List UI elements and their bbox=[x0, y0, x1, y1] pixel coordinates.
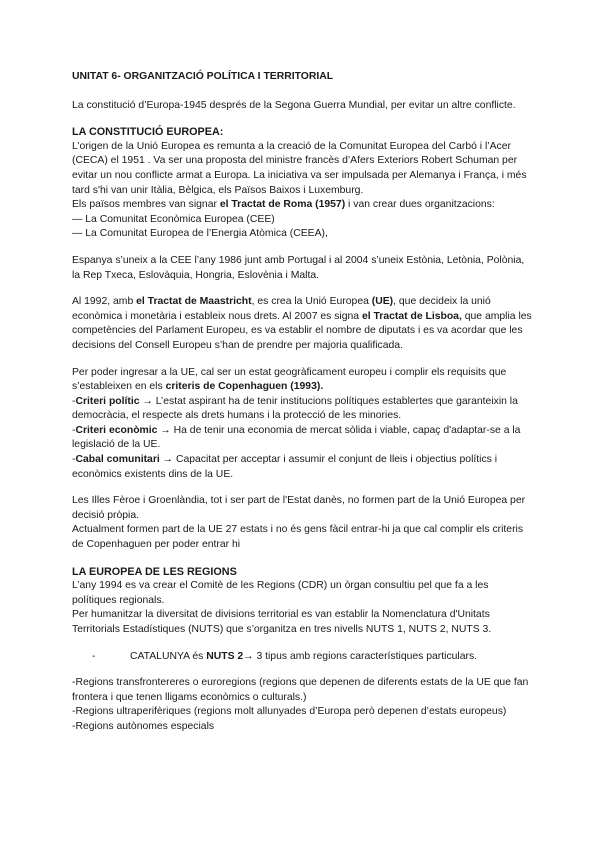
document-title: UNITAT 6- ORGANITZACIÓ POLÍTICA I TERRITORIAL bbox=[72, 71, 334, 82]
bold-text: el Tractat de Lisboa, bbox=[361, 310, 462, 322]
dash: - bbox=[72, 454, 76, 466]
bold-text: Cabal comunitari bbox=[75, 454, 160, 466]
paragraph-treaty-rome bbox=[72, 198, 532, 213]
paragraph-copenhagen bbox=[72, 366, 532, 395]
paragraph-faroe: Les Illes Fèroe i Groenlàndia, tot i ser part de l'Estat danès, no formen part de la Unió Europea per decisió pròpia. bbox=[72, 495, 526, 521]
paragraph-members: Actualment formen part de la UE 27 estats i no és gens fàcil entrar-hi ja que cal complir els criteris de Copenhaguen per poder entrar hi bbox=[72, 524, 524, 551]
criteria-item-acquis bbox=[72, 453, 532, 482]
paragraph-spain: Espanya s’uneix a la CEE l’any 1986 junt amb Portugal i al 2004 s’uneix Estònia, Letònia, Polònia, la Rep Txeca, Eslovàquia, Hongria, Eslovènia i Malta. bbox=[72, 254, 525, 281]
text-run: CATALUNYA és bbox=[130, 650, 207, 662]
text-run: → Capacitat per acceptar i assumir el conjunt de lleis i objectius polítics i econòmics existents dins de la UE. bbox=[72, 454, 498, 480]
paragraph-maastricht bbox=[72, 295, 532, 353]
bullet-mark: - bbox=[92, 650, 96, 662]
text-run: → 3 tipus amb regions característiques particulars. bbox=[243, 650, 478, 662]
list-item-cee: — La Comunitat Econòmica Europea (CEE) bbox=[72, 213, 275, 225]
bold-text: (UE) bbox=[371, 296, 394, 308]
text-run: , es crea la Unió Europea bbox=[251, 296, 372, 308]
text-run: que amplia les competències del Parlament Europeu, es va establir el nombre de diputats i es va acordar que les decisions del Consell Europeu s’han de prendre per majoria qualificada. bbox=[72, 310, 532, 351]
region-item-outermost: -Regions ultraperifèriques (regions molt allunyades d’Europa però depenen d’estats europeus) bbox=[72, 706, 507, 718]
text-run: Al 1992, amb bbox=[72, 296, 137, 308]
bold-text: Criteri econòmic bbox=[75, 424, 158, 436]
text-run: i van crear dues organitzacions: bbox=[345, 199, 495, 211]
bold-text: NUTS 2 bbox=[206, 650, 244, 662]
list-item-ceea: — La Comunitat Europea de l’Energia Atòmica (CEEA), bbox=[72, 228, 328, 240]
bold-text: el Tractat de Maastricht bbox=[136, 296, 252, 308]
dash: - bbox=[72, 395, 76, 407]
criteria-item-economic bbox=[72, 424, 532, 453]
intro-paragraph: La constitució d’Europa-1945 després de la Segona Guerra Mundial, per evitar un altre conflicte. bbox=[72, 99, 516, 111]
section-heading-regions: LA EUROPEA DE LES REGIONS bbox=[72, 565, 237, 578]
bullet-catalunya bbox=[72, 650, 532, 665]
text-run: Els països membres van signar bbox=[72, 199, 220, 211]
criteria-item-political bbox=[72, 395, 532, 424]
dash: - bbox=[72, 424, 76, 436]
text-run: → L’estat aspirant ha de tenir institucions polítiques establertes que garanteixin la democràcia, el respecte als drets humans i la protecció de les minories. bbox=[72, 395, 518, 422]
bold-text: criteris de Copenhaguen (1993). bbox=[165, 381, 324, 393]
paragraph-nuts: Per humanitzar la diversitat de divisions territorial es van establir la Nomenclatura d'Unitats Territorials Estadístiques (NUTS) que s’organitza en tres nivells NUTS 1, NUTS 2, NUTS 3. bbox=[72, 609, 492, 635]
text-run: , que decideix la unió econòmica i monetària i estableix nous drets. Al 2007 es signa bbox=[72, 296, 491, 322]
section-heading-constitution: LA CONSTITUCIÓ EUROPEA: bbox=[72, 126, 224, 139]
paragraph-origin: L’origen de la Unió Europea es remunta a la creació de la Comunitat Europea del Carbó i l’Acer (CECA) el 1951 . Va ser una proposta del ministre francès d’Afers Exteriors Robert Schuman per evitar un nou conflicte armat a Europa. La iniciativa va ser impulsada per Alemanya i França, i més tard s'hi van unir Itàlia, Bèlgica, els Països Baixos i Luxemburg. bbox=[72, 140, 527, 196]
region-item-transfrontier: -Regions transfrontereres o euroregions (regions que depenen de diferents estats de la UE que fan frontera i que tenen lligams econòmics o culturals.) bbox=[72, 677, 529, 703]
text-run: → Ha de tenir una economia de mercat sòlida i viable, capaç d'adaptar-se a la legislació de la UE. bbox=[72, 424, 521, 451]
paragraph-cdr: L’any 1994 es va crear el Comitè de les Regions (CDR) un òrgan consultiu pel que fa a les polítiques regionals. bbox=[72, 580, 489, 606]
text-run: Per poder ingresar a la UE, cal ser un estat geogràficament europeu i complir els requisits que s’estableixen en els bbox=[72, 366, 507, 393]
bold-text: Criteri polític bbox=[75, 395, 140, 407]
document-body bbox=[72, 70, 532, 735]
bold-text: el Tractat de Roma (1957) bbox=[219, 199, 346, 211]
region-item-autonomous: -Regions autònomes especials bbox=[72, 720, 215, 732]
